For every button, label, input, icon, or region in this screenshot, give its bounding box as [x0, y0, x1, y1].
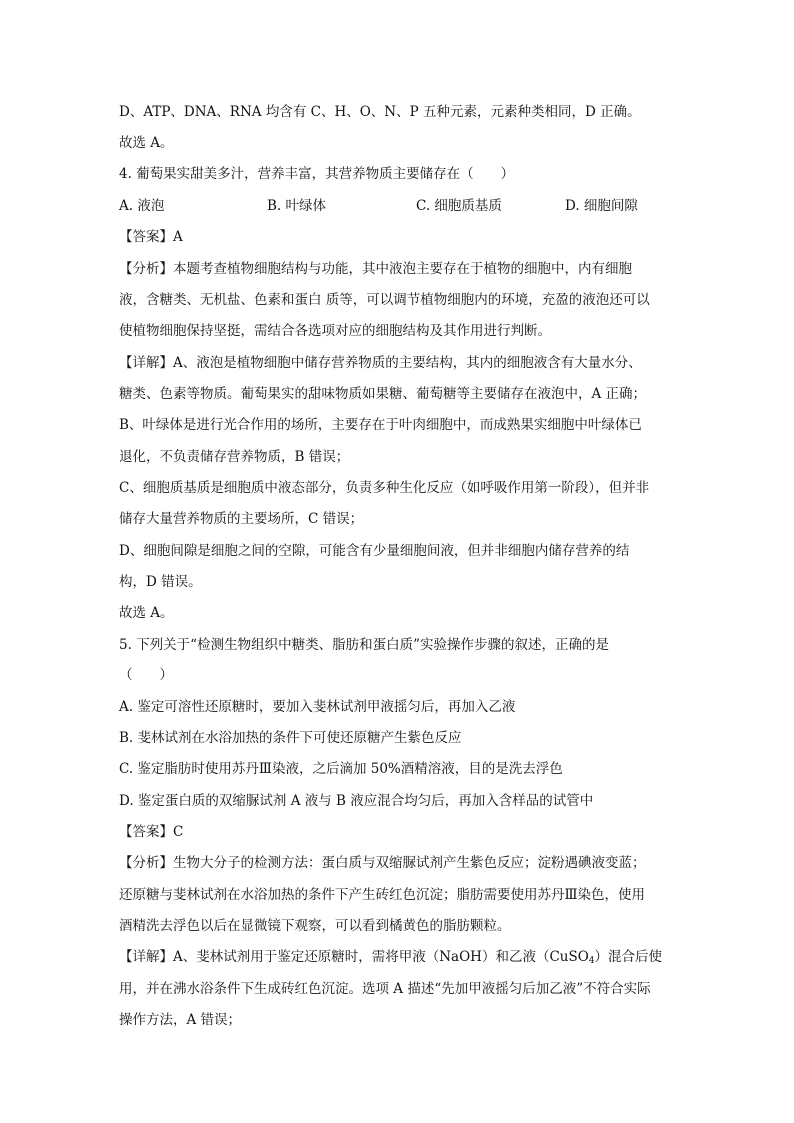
detail-line: 【详解】A、液泡是植物细胞中储存营养物质的主要结构，其内的细胞液含有大量水分、: [119, 355, 642, 371]
option-a: A. 鉴定可溶性还原糖时，要加入斐林试剂甲液摇匀后，再加入乙液: [119, 699, 516, 715]
text-line: 退化，不负责储存营养物质，B 错误；: [119, 449, 350, 465]
detail-line: [119, 947, 679, 967]
text-line: 故选 A。: [119, 605, 174, 621]
option-a: A. 液泡: [119, 198, 165, 214]
detail-text-before: 【详解】A、斐林试剂用于鉴定还原糖时，需将甲液（NaOH）和乙液（CuSO: [119, 949, 589, 965]
text-line: （ ）: [119, 667, 173, 683]
option-d: D. 鉴定蛋白质的双缩脲试剂 A 液与 B 液应混合均匀后，再加入含样品的试管中: [119, 793, 594, 809]
answer-line: 【答案】A: [119, 229, 183, 245]
question-4-stem: 4. 葡萄果实甜美多汁，营养丰富，其营养物质主要储存在（ ）: [119, 166, 515, 182]
text-line: B、叶绿体是进行光合作用的场所，主要存在于叶肉细胞中，而成熟果实细胞中叶绿体已: [119, 417, 642, 433]
option-c: C. 鉴定脂肪时使用苏丹Ⅲ染液，之后滴加 50%酒精溶液，目的是洗去浮色: [119, 761, 563, 777]
text-line: 操作方法，A 错误；: [119, 1012, 242, 1028]
detail-text-after: ）混合后使: [594, 949, 663, 965]
text-line: 糖类、色素等物质。葡萄果实的甜味物质如果糖、葡萄糖等主要储存在液泡中，A 正确；: [119, 386, 647, 402]
text-line: D、ATP、DNA、RNA 均含有 C、H、O、N、P 五种元素，元素种类相同，D 正确。: [119, 104, 641, 120]
text-line: C、细胞质基质是细胞质中液态部分，负责多种生化反应（如呼吸作用第一阶段），但并非: [119, 480, 650, 496]
text-line: 使植物细胞保持坚挺，需结合各选项对应的细胞结构及其作用进行判断。: [119, 323, 551, 339]
option-d: D. 细胞间隙: [565, 198, 638, 214]
text-line: 故选 A。: [119, 135, 174, 151]
text-line: 储存大量营养物质的主要场所，C 错误；: [119, 511, 364, 527]
analysis-line: 【分析】生物大分子的检测方法：蛋白质与双缩脲试剂产生紫色反应；淀粉遇碘液变蓝；: [119, 855, 646, 871]
text-line: 还原糖与斐林试剂在水浴加热的条件下产生砖红色沉淀；脂肪需要使用苏丹Ⅲ染色，使用: [119, 887, 646, 903]
subscript: 4: [588, 956, 595, 966]
text-line: 酒精洗去浮色以后在显微镜下观察，可以看到橘黄色的脂肪颗粒。: [119, 918, 511, 934]
option-b: B. 叶绿体: [267, 198, 327, 214]
analysis-line: 【分析】本题考查植物细胞结构与功能，其中液泡主要存在于植物的细胞中，内有细胞: [119, 261, 632, 277]
option-c: C. 细胞质基质: [416, 198, 502, 214]
text-line: 用，并在沸水浴条件下生成砖红色沉淀。选项 A 描述“先加甲液摇匀后加乙液”不符合实际: [119, 981, 651, 997]
text-line: 液，含糖类、无机盐、色素和蛋白 质等，可以调节植物细胞内的环境，充盈的液泡还可以: [119, 292, 650, 308]
text-line: 构，D 错误。: [119, 574, 202, 590]
answer-line: 【答案】C: [119, 824, 184, 840]
option-b: B. 斐林试剂在水浴加热的条件下可使还原糖产生紫色反应: [119, 730, 462, 746]
question-5-stem: 5. 下列关于“检测生物组织中糖类、脂肪和蛋白质”实验操作步骤的叙述，正确的是: [119, 637, 609, 653]
text-line: D、细胞间隙是细胞之间的空隙，可能含有少量细胞间液，但并非细胞内储存营养的结: [119, 543, 630, 559]
